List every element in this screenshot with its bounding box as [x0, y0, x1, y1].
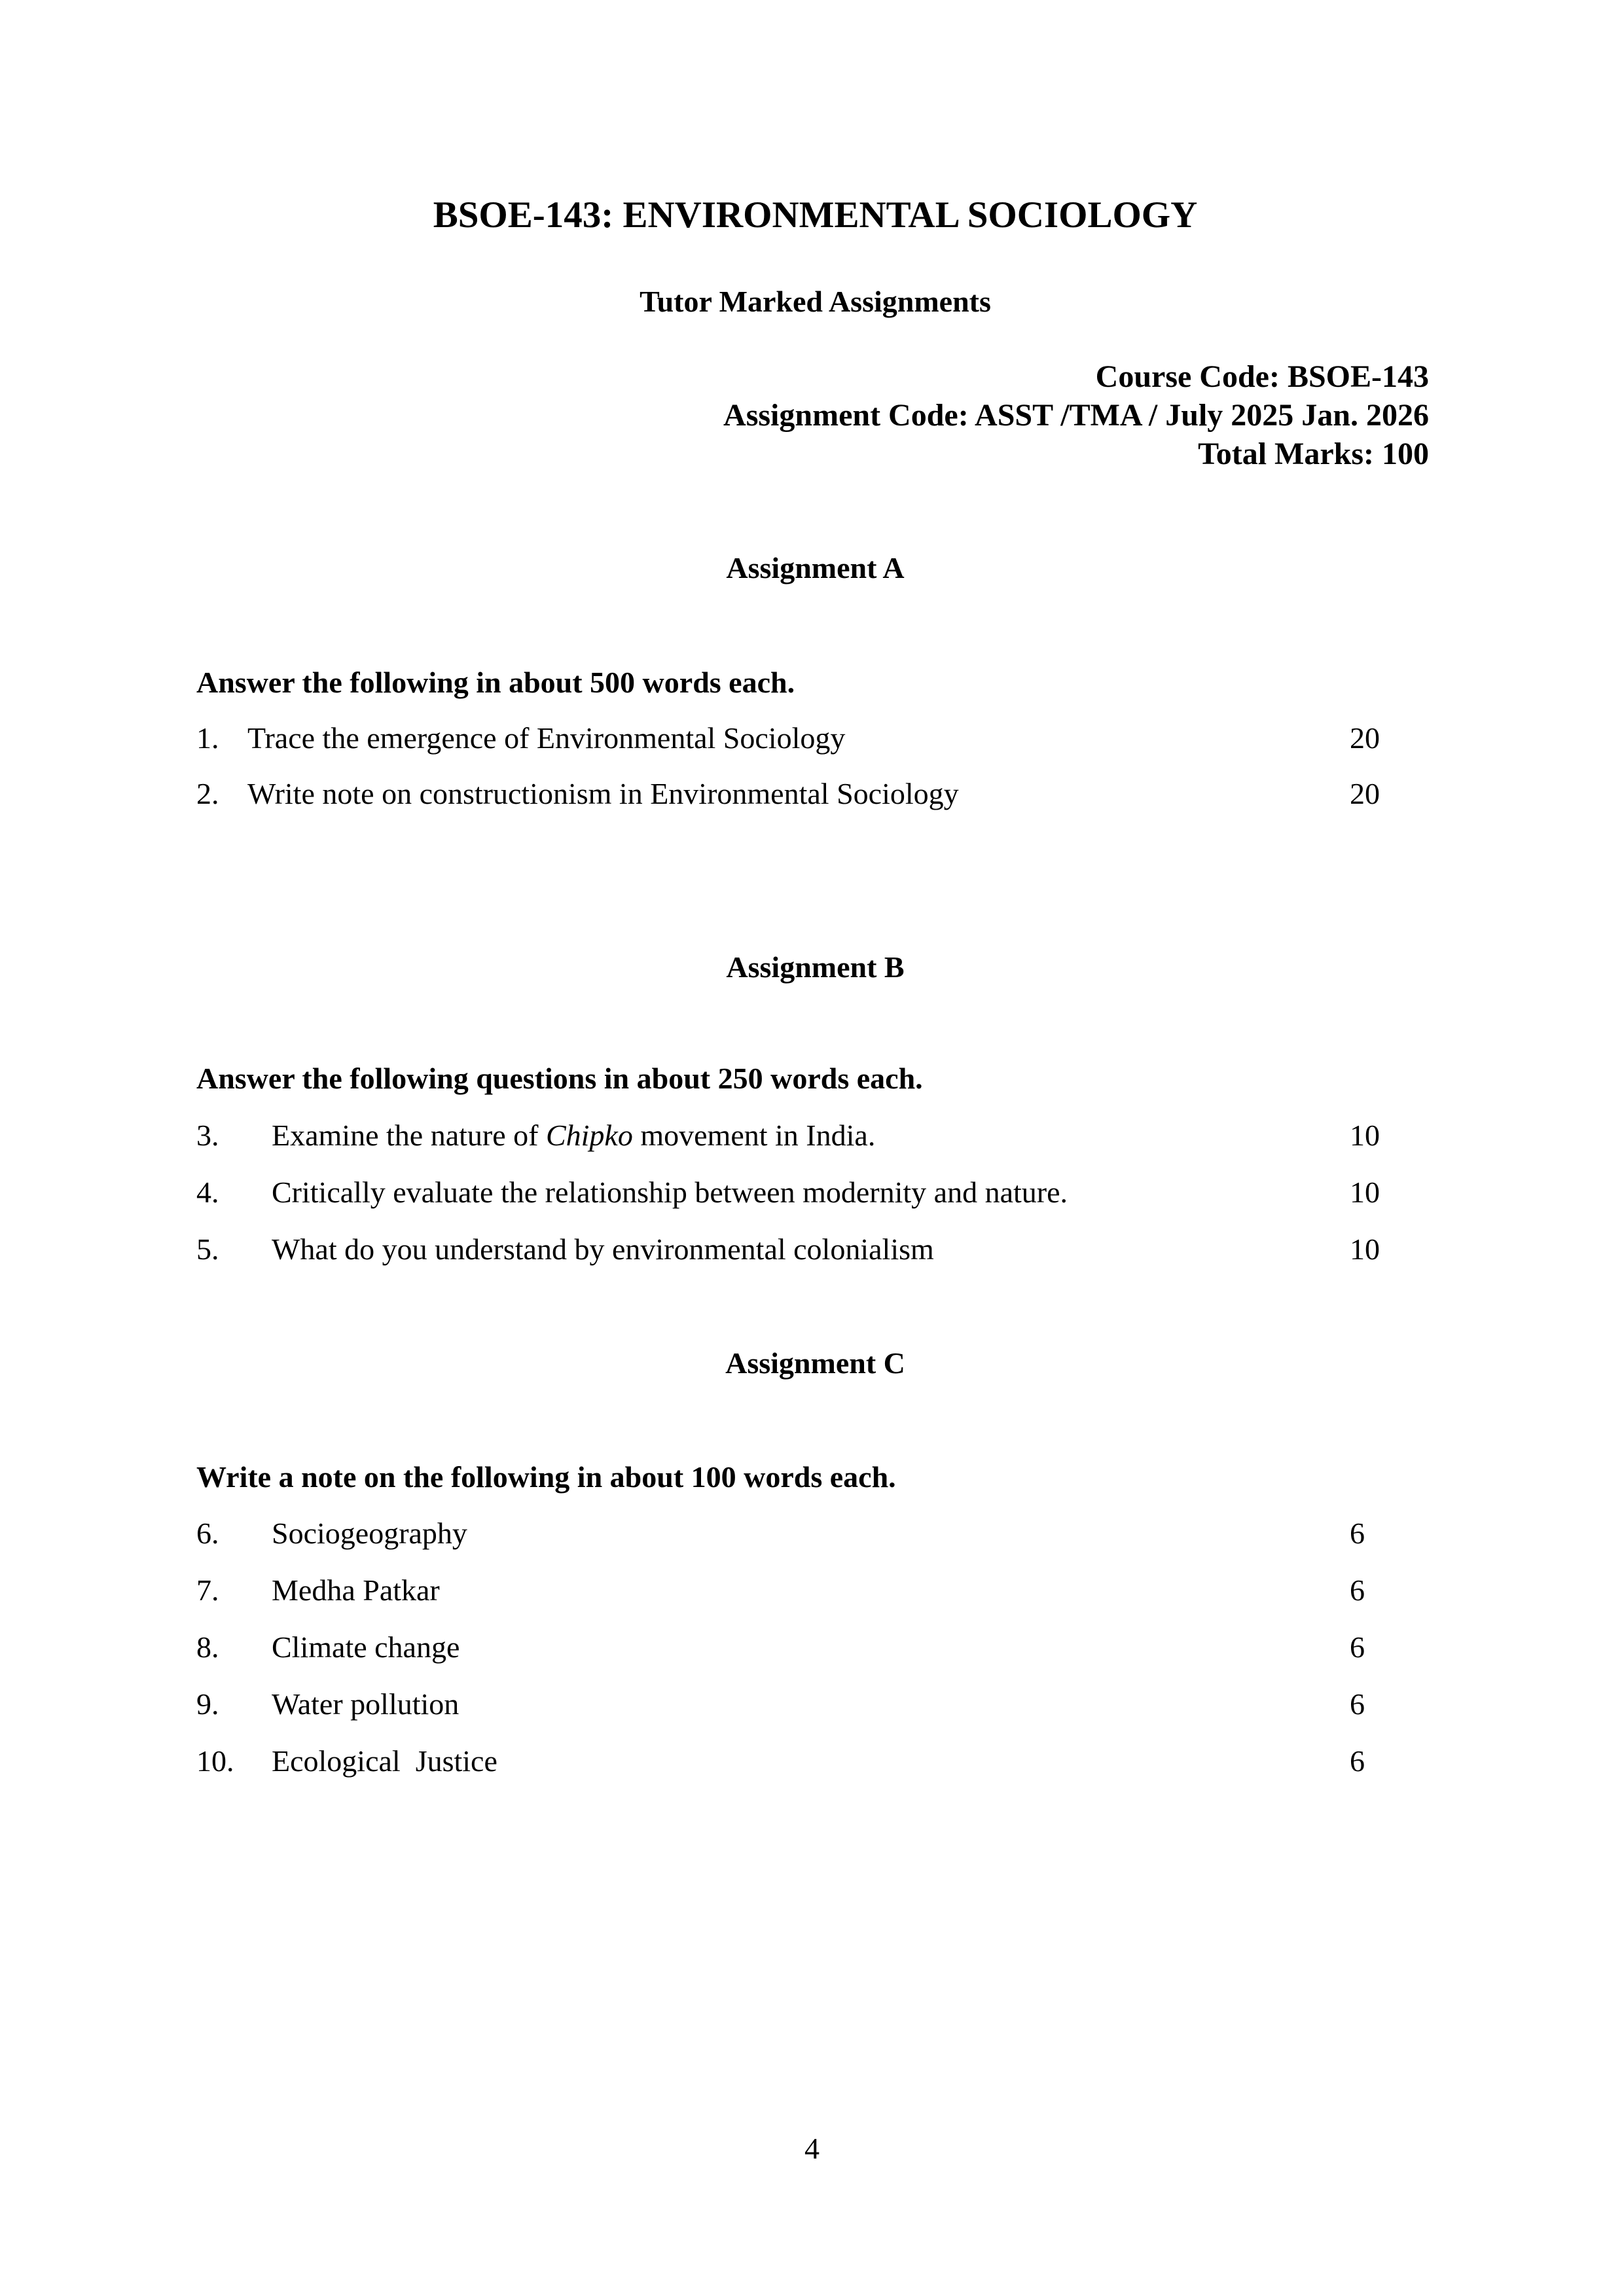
question-text: Water pollution: [272, 1687, 460, 1721]
question-text: Trace the emergence of Environmental Sociology: [247, 721, 846, 755]
question-text: [272, 1121, 875, 1151]
document-subtitle: Tutor Marked Assignments: [640, 285, 991, 318]
question-text: Write note on constructionism in Environmental Sociology: [247, 777, 959, 810]
assignment-a-heading: Assignment A: [726, 551, 905, 584]
question-text: What do you understand by environmental colonialism: [272, 1232, 934, 1266]
question-text: Ecological Justice: [272, 1744, 497, 1778]
question-marks: 10: [1350, 1175, 1380, 1209]
assignment-code: Assignment Code: ASST /TMA / July 2025 Jan. 2026: [723, 398, 1429, 433]
question-marks: 10: [1350, 1119, 1380, 1152]
question-number: 9.: [196, 1687, 219, 1721]
document-title: BSOE-143: ENVIRONMENTAL SOCIOLOGY: [433, 194, 1198, 236]
assignment-b-heading: Assignment B: [726, 950, 905, 984]
question-number: 7.: [196, 1573, 219, 1607]
assignment-b-instruction: Answer the following questions in about 250 words each.: [196, 1062, 923, 1095]
assignment-c-heading: Assignment C: [725, 1346, 905, 1380]
question-marks: 6: [1350, 1573, 1365, 1607]
question-number: 3.: [196, 1119, 219, 1152]
question-number: 2.: [196, 777, 219, 810]
question-text: Sociogeography: [272, 1516, 467, 1550]
question-marks: 10: [1350, 1232, 1380, 1266]
question-number: 4.: [196, 1175, 219, 1209]
question-marks: 6: [1350, 1516, 1365, 1550]
question-text: Climate change: [272, 1630, 460, 1664]
question-text: Medha Patkar: [272, 1573, 440, 1607]
question-marks: 20: [1350, 777, 1380, 810]
question-marks: 20: [1350, 721, 1380, 755]
question-number: 5.: [196, 1232, 219, 1266]
question-text-after: movement in India.: [632, 1119, 876, 1152]
course-code: Course Code: BSOE-143: [1095, 359, 1429, 394]
total-marks: Total Marks: 100: [1198, 437, 1429, 471]
page-number: 4: [804, 2132, 820, 2165]
question-marks: 6: [1350, 1630, 1365, 1664]
question-marks: 6: [1350, 1687, 1365, 1721]
question-number: 1.: [196, 721, 219, 755]
assignment-c-instruction: Write a note on the following in about 100 words each.: [196, 1460, 896, 1494]
question-number: 8.: [196, 1630, 219, 1664]
assignment-a-instruction: Answer the following in about 500 words each.: [196, 666, 795, 699]
question-text: Critically evaluate the relationship between modernity and nature.: [272, 1175, 1068, 1209]
question-text-before: Examine the nature of: [272, 1119, 546, 1152]
question-number: 10.: [196, 1744, 234, 1778]
question-number: 6.: [196, 1516, 219, 1550]
question-marks: 6: [1350, 1744, 1365, 1778]
question-text-italic: Chipko: [545, 1119, 633, 1152]
